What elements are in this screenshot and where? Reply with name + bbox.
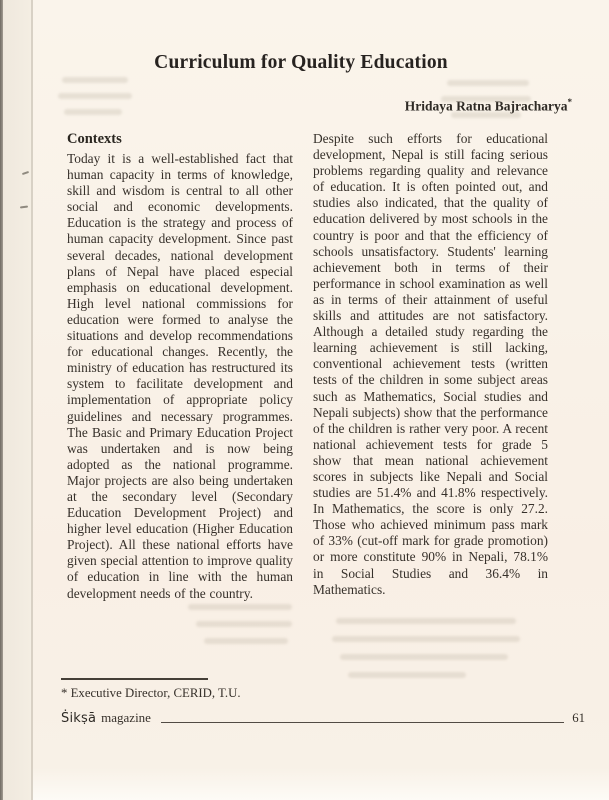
journal-name-suffix: magazine (101, 710, 151, 725)
bleed-through-mark (332, 636, 520, 642)
page-fold-line (31, 0, 33, 800)
article-title: Curriculum for Quality Education (154, 52, 448, 73)
page-number: 61 (572, 711, 585, 725)
author-footnote-marker: * (567, 97, 572, 107)
bleed-through-mark (441, 96, 531, 102)
two-column-body (67, 131, 548, 602)
right-column-paragraph: Despite such efforts for educational development, Nepal is still facing serious problems regarding quality and relevance of education. It is often pointed out, and studies also indicated, that the quality of education delivered by most schools in the country is poor and that the efficiency of schools unsatisfactory. Students' learning achievement both in terms of their performance in school examination as well as in terms of their attainment of useful skills and attitudes are not satisfactory. Although a detailed study regarding the learning achievement is still lacking, conventional achievement tests (written tests of the children in some subject areas such as Mathematics, Social studies and Nepali subjects) show that the performance of the children is rather very poor. A recent national achievement tests for grade 5 show that mean national achievement scores in subjects like Nepali and Social studies are 51.4% and 41.8% respectively. In Mathematics, the score is only 27.2. Those who achieved minimum pass mark of 33% (cut-off mark for grade promotion) or more constitute 90% in Nepali, 78.1% in Social Studies and 36.4% in Mathematics. (313, 131, 548, 597)
bleed-through-mark (204, 638, 288, 644)
page-footer (61, 710, 585, 726)
left-column (67, 131, 293, 602)
section-heading-contexts: Contexts (67, 131, 122, 147)
bleed-through-mark (340, 654, 508, 660)
journal-name: Ṡikṣā (61, 711, 97, 726)
footer-rule (161, 721, 564, 723)
right-column (313, 131, 548, 602)
left-column-paragraph: Today it is a well-established fact that human capacity in terms of knowledge, skill and wisdom is central to all other social and economic developments. Education is the strategy and process of human capacity development. Since past several decades, national development plans of Nepal have placed especial emphasis on educational development. High level national commissions for education were formed to analyse the situations and develop recommendations for educational changes. Recently, the ministry of education has restructured its system to facilitate development and implementation of appropriate policy guidelines and necessary programmes. The Basic and Primary Education Project was undertaken and is now being adopted as the national programme. Major projects are also being undertaken at the secondary level (Secondary Education Development Project) and higher level education (Higher Education Project). All these national efforts have given special attention to improve quality of education in line with the human development needs of the country. (67, 151, 293, 601)
bleed-through-mark (447, 80, 529, 86)
bleed-through-mark (348, 672, 466, 678)
bleed-through-mark (196, 621, 292, 627)
bleed-through-mark (58, 93, 132, 99)
bleed-through-mark (451, 112, 521, 118)
bleed-through-mark (62, 77, 128, 83)
bleed-through-mark (188, 604, 292, 610)
footnote-text: * Executive Director, CERID, T.U. (61, 686, 241, 700)
footnote-separator-rule (61, 678, 208, 680)
page-binding-strip (3, 0, 31, 800)
bleed-through-mark (336, 618, 516, 624)
bleed-through-mark (64, 109, 122, 115)
author-name: Hridaya Ratna Bajracharya (404, 98, 568, 114)
